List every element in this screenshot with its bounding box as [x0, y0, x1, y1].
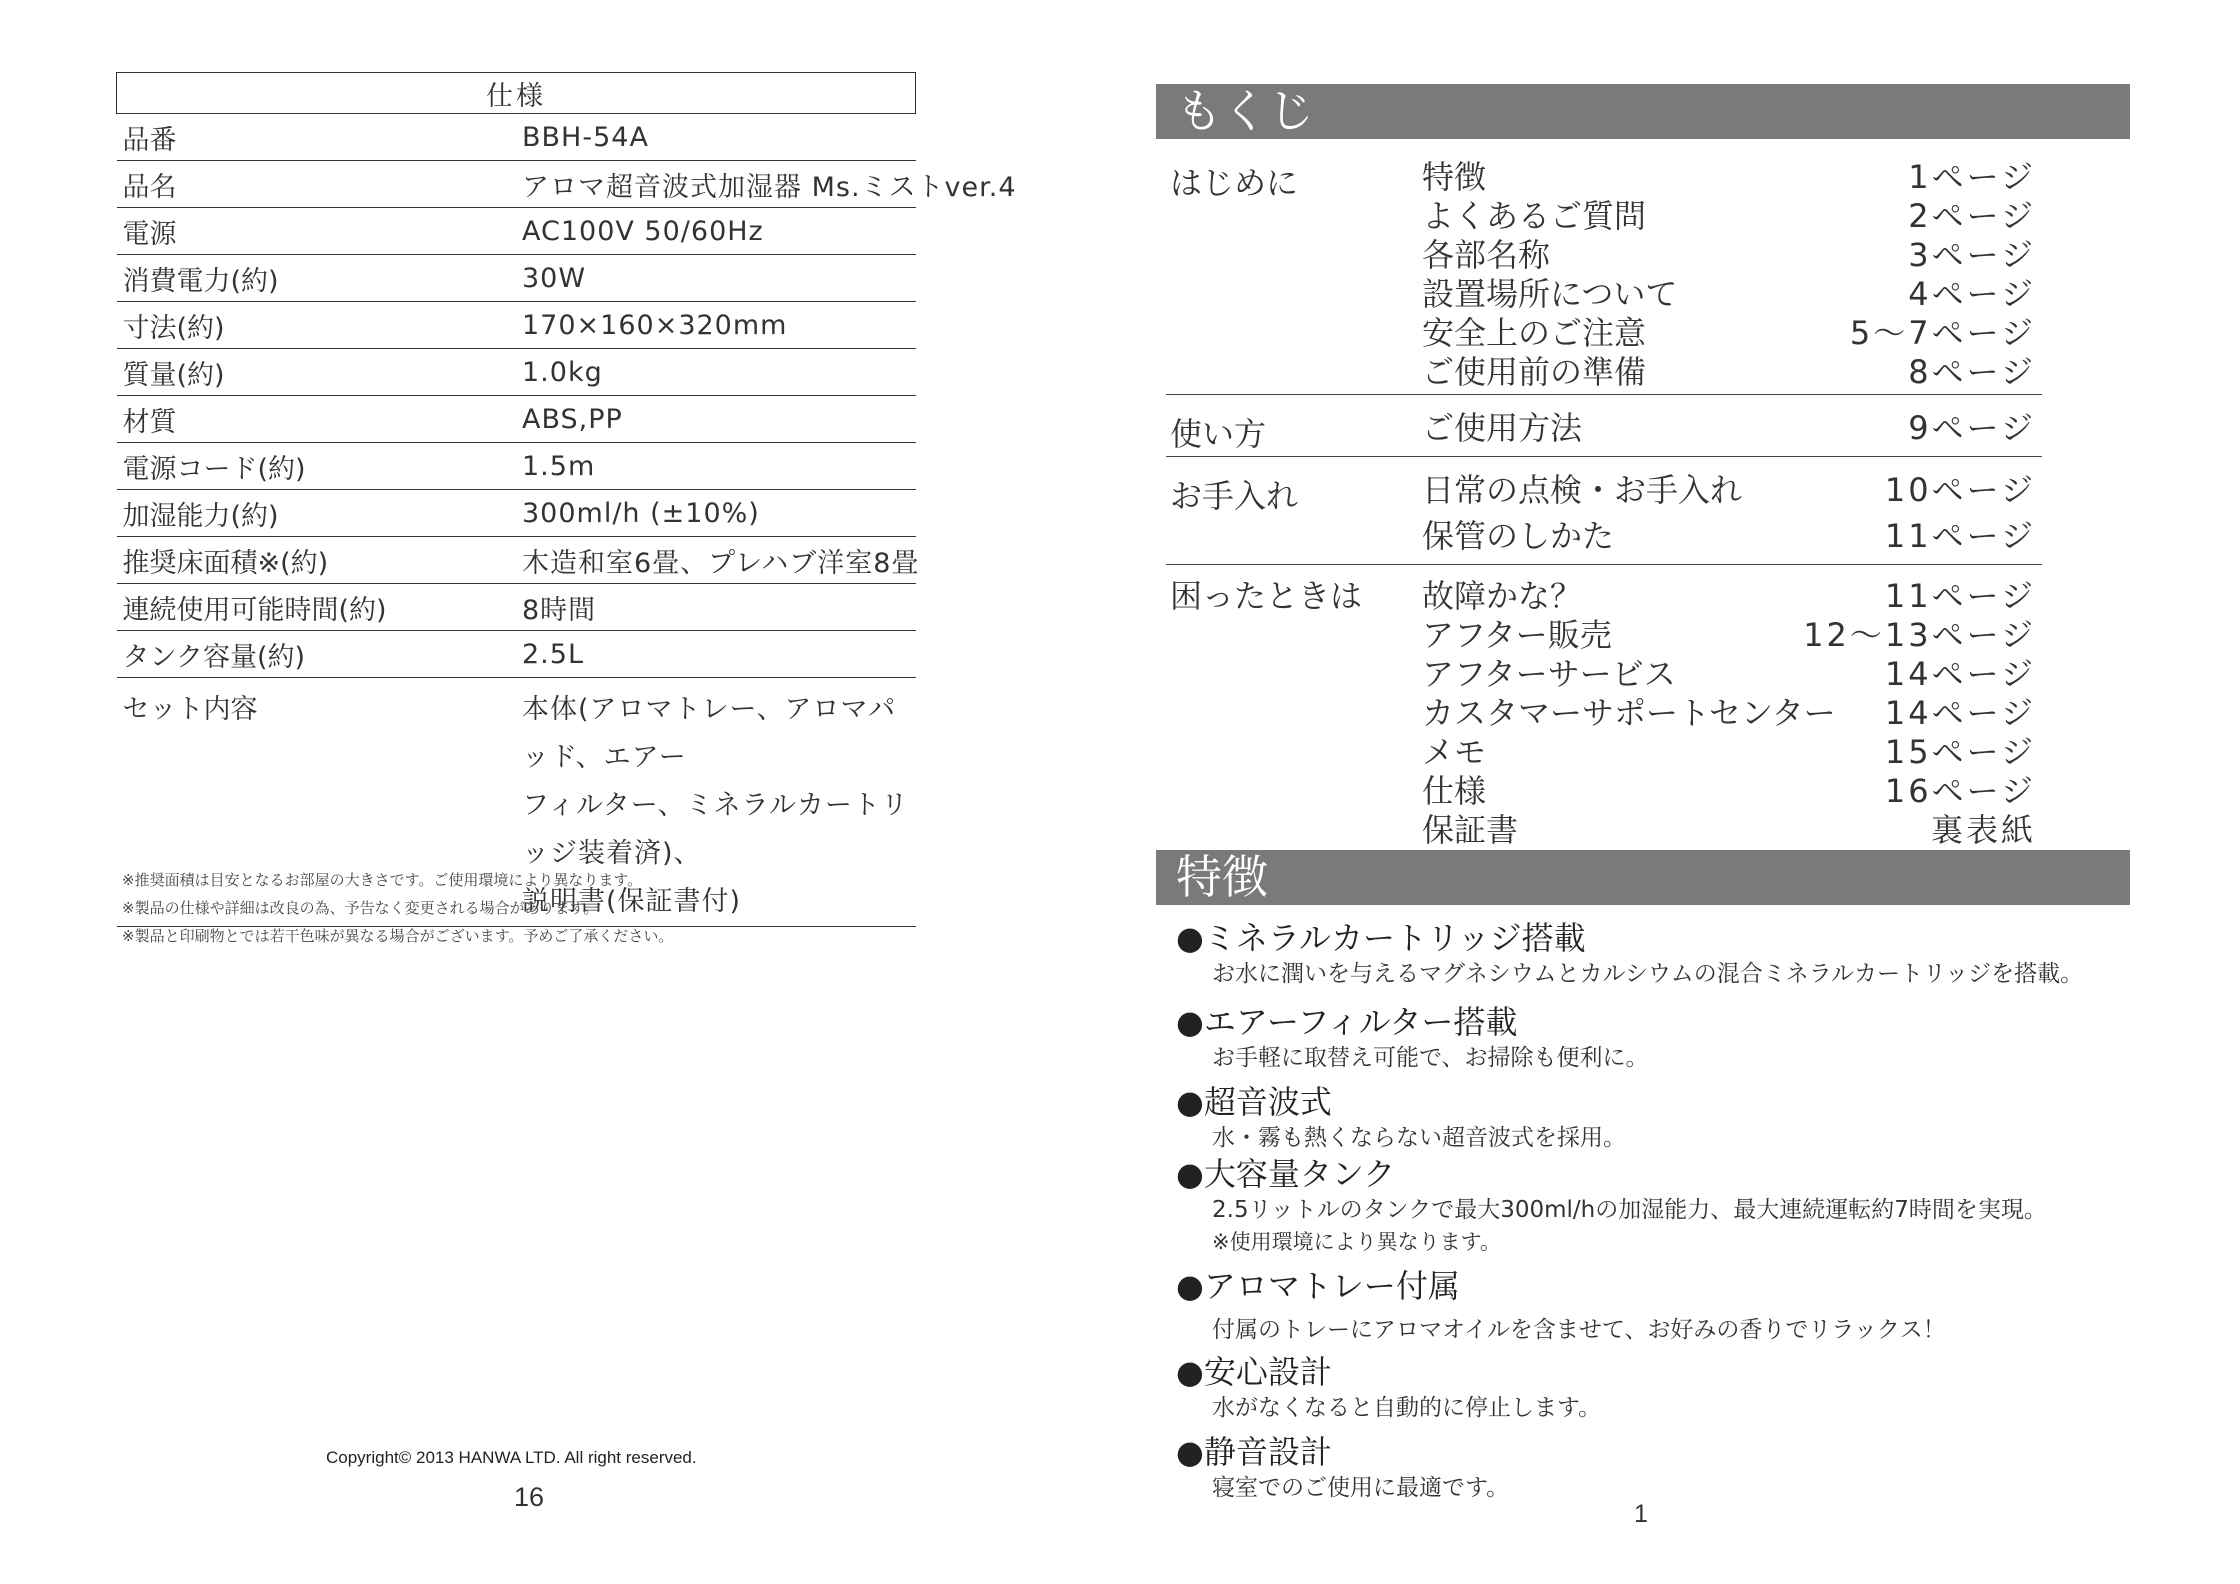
- toc-item[interactable]: [1422, 197, 2042, 236]
- set-contents-line: フィルター、ミネラルカートリッジ装着済)、: [522, 790, 909, 869]
- toc-group-trouble: [1166, 565, 2042, 850]
- spec-note: ※製品の仕様や詳細は改良の為、予告なく変更される場合があります。: [122, 899, 599, 917]
- spec-row: [117, 537, 916, 584]
- feature-desc: お手軽に取替え可能で、お掃除も便利に。: [1212, 1045, 1649, 1071]
- toc-item-page: 裏表紙: [1930, 811, 2036, 849]
- spec-value: 170×160×320mm: [516, 302, 916, 349]
- toc-item-page: 1ページ: [1908, 158, 2036, 196]
- toc-heading: もくじ: [1156, 84, 2130, 139]
- spec-key: 電源コード(約): [117, 443, 517, 490]
- page-number-right: 1: [1634, 1500, 1648, 1528]
- spec-value: BBH-54A: [516, 114, 916, 161]
- toc-item[interactable]: [1422, 409, 2042, 448]
- toc-item-page: 14ページ: [1884, 694, 2036, 732]
- toc-group-care: [1166, 457, 2042, 565]
- toc-group-name: はじめに: [1170, 164, 1299, 202]
- spec-value: アロマ超音波式加湿器 Ms.ミストver.4: [516, 161, 916, 208]
- feature-title: ●大容量タンク: [1176, 1155, 1396, 1193]
- feature-item: [1176, 1082, 1626, 1154]
- spec-row: [117, 255, 916, 302]
- spec-key: 連続使用可能時間(約): [117, 584, 517, 631]
- toc-item-page: 14ページ: [1884, 655, 2036, 693]
- spec-value: ABS,PP: [516, 396, 916, 443]
- toc-item[interactable]: [1422, 733, 2042, 772]
- spec-row: [117, 161, 916, 208]
- feature-desc: お水に潤いを与えるマグネシウムとカルシウムの混合ミネラルカートリッジを搭載。: [1212, 961, 2084, 987]
- feature-title: ●ミネラルカートリッジ搭載: [1176, 919, 1586, 957]
- toc-item-page: 8ページ: [1908, 353, 2036, 391]
- toc-item-title: アフターサービス: [1422, 655, 1676, 693]
- page-number-left: 16: [514, 1482, 545, 1512]
- spec-key: 材質: [117, 396, 517, 443]
- toc-item-title: ご使用前の準備: [1422, 353, 1647, 391]
- feature-item: [1176, 1002, 1649, 1074]
- toc-item[interactable]: [1422, 353, 2042, 392]
- spec-notes: [122, 866, 942, 950]
- spec-row: [117, 584, 916, 631]
- toc-group-name: 使い方: [1170, 415, 1267, 453]
- spec-key: 寸法(約): [117, 302, 517, 349]
- feature-item: [1176, 1266, 1946, 1346]
- toc-item-title: メモ: [1422, 733, 1487, 771]
- toc-item-page: 2ページ: [1908, 197, 2036, 235]
- feature-desc: 2.5リットルのタンクで最大300ml/hの加湿能力、最大連続運転約7時間を実現。: [1212, 1197, 2047, 1223]
- toc-group-usage: [1166, 395, 2042, 457]
- toc-group-name: 困ったときは: [1170, 577, 1363, 615]
- toc-item[interactable]: [1422, 471, 2042, 517]
- toc-item[interactable]: [1422, 811, 2042, 850]
- spec-value: 8時間: [516, 584, 916, 631]
- spec-key: 品名: [117, 161, 517, 208]
- toc-item[interactable]: [1422, 236, 2042, 275]
- feature-title: ●安心設計: [1176, 1353, 1332, 1391]
- spec-value: 30W: [516, 255, 916, 302]
- feature-item: [1176, 1154, 2047, 1258]
- spec-title: 仕様: [117, 73, 916, 114]
- toc-item-page: 11ページ: [1884, 577, 2036, 615]
- toc-item[interactable]: [1422, 275, 2042, 314]
- feature-note: ※使用環境により異なります。: [1212, 1230, 1501, 1254]
- toc-item-title: アフター販売: [1422, 616, 1612, 654]
- feature-item: [1176, 1352, 1601, 1424]
- toc-item-page: 4ページ: [1908, 275, 2036, 313]
- feature-title: ●アロマトレー付属: [1176, 1267, 1460, 1305]
- toc-item-title: ご使用方法: [1422, 409, 1583, 447]
- toc-item-title: 故障かな？: [1422, 577, 1583, 615]
- spec-key: タンク容量(約): [117, 631, 517, 678]
- toc-item-page: 11ページ: [1884, 517, 2036, 555]
- feature-title: ●エアーフィルター搭載: [1176, 1003, 1518, 1041]
- toc-group-name: お手入れ: [1170, 477, 1299, 515]
- feature-desc: 寝室でのご使用に最適です。: [1212, 1475, 1510, 1501]
- toc-item[interactable]: [1422, 694, 2042, 733]
- spec-row: [117, 114, 916, 161]
- toc-item[interactable]: [1422, 577, 2042, 616]
- toc-item[interactable]: [1422, 655, 2042, 694]
- toc-item-title: よくあるご質問: [1422, 197, 1647, 235]
- feature-desc: 付属のトレーにアロマオイルを含ませて、お好みの香りでリラックス！: [1212, 1317, 1946, 1343]
- feature-item: [1176, 918, 2083, 990]
- spec-row: [117, 208, 916, 255]
- toc-item-title: 設置場所について: [1422, 275, 1678, 313]
- toc-item[interactable]: [1422, 158, 2042, 197]
- feature-title: ●静音設計: [1176, 1433, 1332, 1471]
- toc-item[interactable]: [1422, 772, 2042, 811]
- toc-item-title: 安全上のご注意: [1422, 314, 1647, 352]
- spec-table: [116, 72, 1017, 927]
- toc-item-page: 10ページ: [1884, 471, 2036, 509]
- spec-value: 木造和室6畳、プレハブ洋室8畳: [516, 537, 916, 584]
- spec-value: AC100V 50/60Hz: [516, 208, 916, 255]
- spec-value: 1.5m: [516, 443, 916, 490]
- feature-desc: 水がなくなると自動的に停止します。: [1212, 1395, 1602, 1421]
- toc-item-page: 9ページ: [1908, 409, 2036, 447]
- spec-key: 消費電力(約): [117, 255, 517, 302]
- toc-item-page: 3ページ: [1908, 236, 2036, 274]
- toc-group-intro: [1166, 150, 2042, 395]
- spec-value: 300ml/h (±10%): [516, 490, 916, 537]
- copyright-text: Copyright© 2013 HANWA LTD. All right reserved.: [326, 1448, 697, 1467]
- toc-item-title: 仕様: [1422, 772, 1487, 810]
- toc-item-title: 特徴: [1422, 158, 1487, 196]
- toc-item-title: 各部名称: [1422, 236, 1551, 274]
- toc-item-page: 5～7ページ: [1849, 314, 2036, 352]
- toc-item-title: 保管のしかた: [1422, 517, 1615, 555]
- table-of-contents: [1166, 150, 2042, 850]
- toc-item[interactable]: [1422, 314, 2042, 353]
- toc-item-page: 12～13ページ: [1803, 616, 2036, 654]
- toc-item-page: 15ページ: [1884, 733, 2036, 771]
- set-contents-line: 説明書(保証書付): [522, 886, 742, 917]
- spec-key: 電源: [117, 208, 517, 255]
- spec-key: セット内容: [117, 678, 517, 927]
- spec-note: ※製品と印刷物とでは若干色味が異なる場合がございます。予めご了承ください。: [122, 927, 674, 945]
- feature-item: [1176, 1432, 1509, 1504]
- toc-item-title: 保証書: [1422, 811, 1519, 849]
- spec-row: [117, 631, 916, 678]
- set-contents-line: 本体(アロマトレー、アロマパッド、エアー: [522, 694, 897, 773]
- feature-desc: 水・霧も熱くならない超音波式を採用。: [1212, 1125, 1626, 1151]
- spec-key: 推奨床面積※(約): [117, 537, 517, 584]
- spec-key: 品番: [117, 114, 517, 161]
- spec-row: [117, 349, 916, 396]
- spec-value: 1.0kg: [516, 349, 916, 396]
- toc-item[interactable]: [1422, 616, 2042, 655]
- spec-value: 2.5L: [516, 631, 916, 678]
- spec-row: [117, 396, 916, 443]
- toc-item-title: カスタマーサポートセンター: [1422, 694, 1836, 732]
- spec-row: [117, 490, 916, 537]
- spec-key: 質量(約): [117, 349, 517, 396]
- spec-row: [117, 302, 916, 349]
- toc-item[interactable]: [1422, 517, 2042, 556]
- toc-item-page: 16ページ: [1884, 772, 2036, 810]
- feature-title: ●超音波式: [1176, 1083, 1332, 1121]
- spec-row: [117, 443, 916, 490]
- features-heading: 特徴: [1156, 850, 2130, 905]
- toc-item-title: 日常の点検・お手入れ: [1422, 471, 1743, 509]
- spec-note: ※推奨面積は目安となるお部屋の大きさです。ご使用環境により異なります。: [122, 871, 643, 889]
- spec-key: 加湿能力(約): [117, 490, 517, 537]
